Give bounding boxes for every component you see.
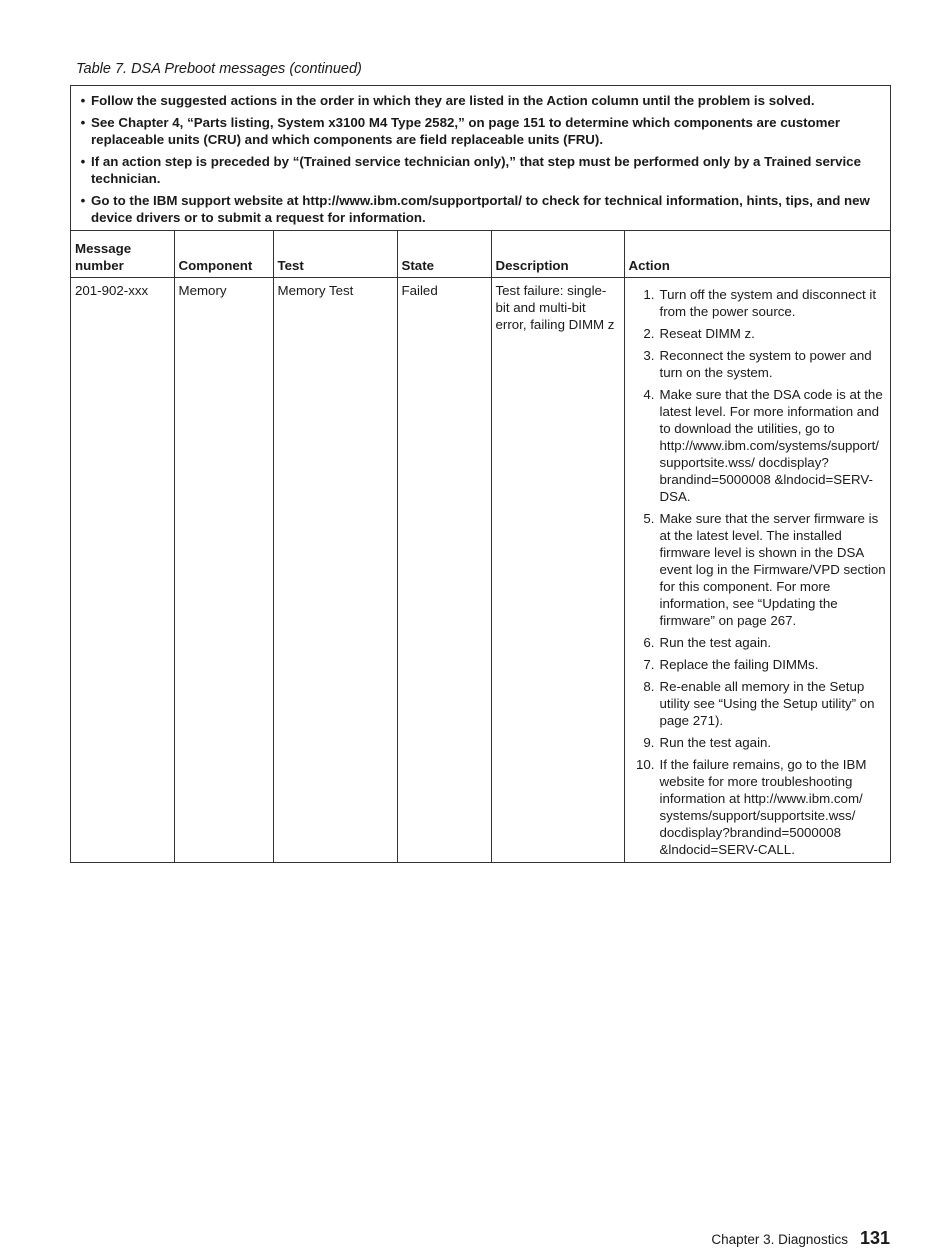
action-step: 1. Turn off the system and disconnect it from the power source. <box>643 287 877 319</box>
header-message-number: Message number <box>71 231 174 278</box>
header-action: Action <box>624 231 890 278</box>
page-footer <box>711 1228 890 1249</box>
note-text: See Chapter 4, “Parts listing, System x3100 M4 Type 2582,” on page 151 to determine which components are customer replaceable units (CRU) and which components are field replaceable units (FRU). <box>91 115 841 147</box>
action-step: 7. Replace the failing DIMMs. <box>643 657 819 672</box>
bullet-icon: • <box>80 193 86 208</box>
note-text: Follow the suggested actions in the order in which they are listed in the Action column until the problem is solved. <box>91 93 815 108</box>
action-step: 5. Make sure that the server firmware is at the latest level. The installed firmware level is shown in the DSA event log in the Firmware/VPD section for this component. For more information, see “Updating the firmware” on page 267. <box>643 511 886 628</box>
chapter-label: Chapter 3. Diagnostics <box>711 1232 848 1247</box>
note-item <box>75 192 878 226</box>
cell-action <box>624 278 890 863</box>
note-text: If an action step is preceded by “(Trained service technician only),” that step must be performed only by a Trained service technician. <box>91 154 861 186</box>
action-step: 4. Make sure that the DSA code is at the latest level. For more information and to download the utilities, go to http://www.ibm.com/systems/support/ supportsite.wss/ docdisplay?brandind=5000008 &lndocid=SERV-DSA. <box>643 387 883 504</box>
note-item <box>75 114 878 148</box>
note-text: Go to the IBM support website at http://www.ibm.com/supportportal/ to check for technical information, hints, tips, and new device drivers or to submit a request for information. <box>91 193 870 225</box>
table-notes <box>71 86 890 231</box>
action-list <box>629 286 887 858</box>
table-caption: Table 7. DSA Preboot messages (continued) <box>76 61 362 77</box>
cell-test: Memory Test <box>273 278 397 863</box>
action-step: 10. If the failure remains, go to the IBM website for more troubleshooting information at http://www.ibm.com/ systems/support/supportsite.wss/ docdisplay?brandind=5000008 &lndocid=SERV-CALL. <box>636 757 867 857</box>
action-step: 3. Reconnect the system to power and turn on the system. <box>643 348 872 380</box>
header-description: Description <box>491 231 624 278</box>
header-row <box>71 231 890 278</box>
messages-grid <box>71 231 890 862</box>
cell-state: Failed <box>397 278 491 863</box>
action-step: 8. Re-enable all memory in the Setup utility see “Using the Setup utility” on page 271). <box>643 679 875 728</box>
dsa-messages-table <box>70 85 891 863</box>
cell-component: Memory <box>174 278 273 863</box>
note-item <box>75 92 878 109</box>
cell-description: Test failure: single-bit and multi-bit error, failing DIMM z <box>491 278 624 863</box>
table-row <box>71 278 890 863</box>
bullet-icon: • <box>80 154 86 169</box>
header-test: Test <box>273 231 397 278</box>
cell-message-number: 201-902-xxx <box>71 278 174 863</box>
header-state: State <box>397 231 491 278</box>
note-item <box>75 153 878 187</box>
action-step: 6. Run the test again. <box>643 635 772 650</box>
action-step: 9. Run the test again. <box>643 735 772 750</box>
header-component: Component <box>174 231 273 278</box>
bullet-icon: • <box>80 115 86 130</box>
action-step: 2. Reseat DIMM z. <box>643 326 755 341</box>
bullet-icon: • <box>80 93 86 108</box>
page-number: 131 <box>859 1228 890 1248</box>
